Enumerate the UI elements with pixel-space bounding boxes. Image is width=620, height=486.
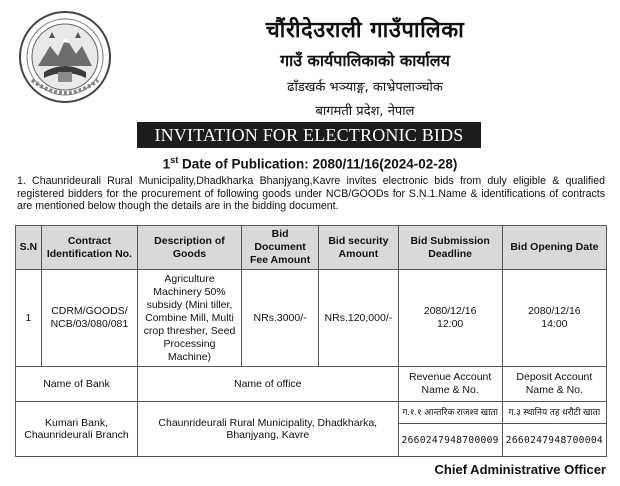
cell-submission	[398, 270, 502, 367]
submission-time: 12:00	[437, 318, 464, 330]
cell-opening	[502, 270, 606, 367]
deposit-account-name: ग.३ स्थानिय तह धरौटी खाता	[502, 402, 606, 424]
header-security: Bid security Amount	[319, 226, 398, 270]
table-row	[16, 270, 607, 367]
publication-label: Date of Publication: 2080/11/16(2024-02-28)	[178, 156, 458, 172]
office-address: ढाँडखर्क भञ्याङ्ग, काभ्रेपलाञ्चोक	[287, 80, 443, 95]
municipality-emblem-icon	[18, 10, 112, 104]
label-deposit: Deposit Account Name & No.	[502, 367, 606, 402]
table-header-row	[16, 226, 607, 270]
cell-contract: CDRM/GOODS/ NCB/03/080/081	[41, 270, 137, 367]
header-fee: Bid Document Fee Amount	[241, 226, 318, 270]
cell-fee: NRs.3000/-	[241, 270, 318, 367]
label-revenue: Revenue Account Name & No.	[398, 367, 502, 402]
intro-paragraph: 1. Chaunrideurali Rural Municipality,Dhadkharka Bhanjyang,Kavre invites electronic bids from duly eligible & qualified registered bidders for the procurement of following goods under NCB/GOODs for S.N.1.Name & identifications of contracts are mentioned below though the details are in the bidding document.	[17, 175, 605, 213]
opening-time: 14:00	[541, 318, 568, 330]
revenue-account-number: 2660247948700009	[398, 424, 502, 457]
office-name: गाउँ कार्यपालिकाको कार्यालय	[280, 51, 450, 70]
header-submission: Bid Submission Deadline	[398, 226, 502, 270]
notice-title: INVITATION FOR ELECTRONIC BIDS	[137, 122, 481, 148]
cell-office: Chaunrideurali Rural Municipality, Dhadkharka, Bhanjyang, Kavre	[138, 402, 399, 457]
cell-bank: Kumari Bank, Chaunrideurali Branch	[16, 402, 138, 457]
submission-date: 2080/12/16	[423, 305, 477, 317]
revenue-account-name: ग.१.१ आन्तरिक राजश्व खाता	[398, 402, 502, 424]
header-opening: Bid Opening Date	[502, 226, 606, 270]
label-bank: Name of Bank	[16, 367, 138, 402]
bank-label-row	[16, 367, 607, 402]
header-description: Description of Goods	[138, 226, 242, 270]
bank-row	[16, 402, 607, 424]
opening-date: 2080/12/16	[528, 305, 581, 317]
publication-ordinal: 1	[162, 156, 171, 172]
bids-table	[15, 225, 607, 457]
deposit-account-number: 2660247948700004	[502, 424, 606, 457]
signatory-title: Chief Administrative Officer	[434, 462, 606, 477]
publication-date	[0, 155, 620, 172]
header-sn: S.N	[16, 226, 42, 270]
municipality-name: चौंरीदेउराली गाउँपालिका	[265, 18, 465, 43]
cell-security: NRs.120,000/-	[319, 270, 398, 367]
header-contract: Contract Identification No.	[41, 226, 137, 270]
label-office: Name of office	[138, 367, 399, 402]
cell-sn: 1	[16, 270, 42, 367]
province-line: बागमती प्रदेश, नेपाल	[315, 104, 415, 119]
cell-description: Agriculture Machinery 50% subsidy (Mini tiller, Combine Mill, Multi crop thresher, Seed Processing Machine)	[138, 270, 242, 367]
publication-ordinal-suffix: st	[170, 155, 179, 165]
